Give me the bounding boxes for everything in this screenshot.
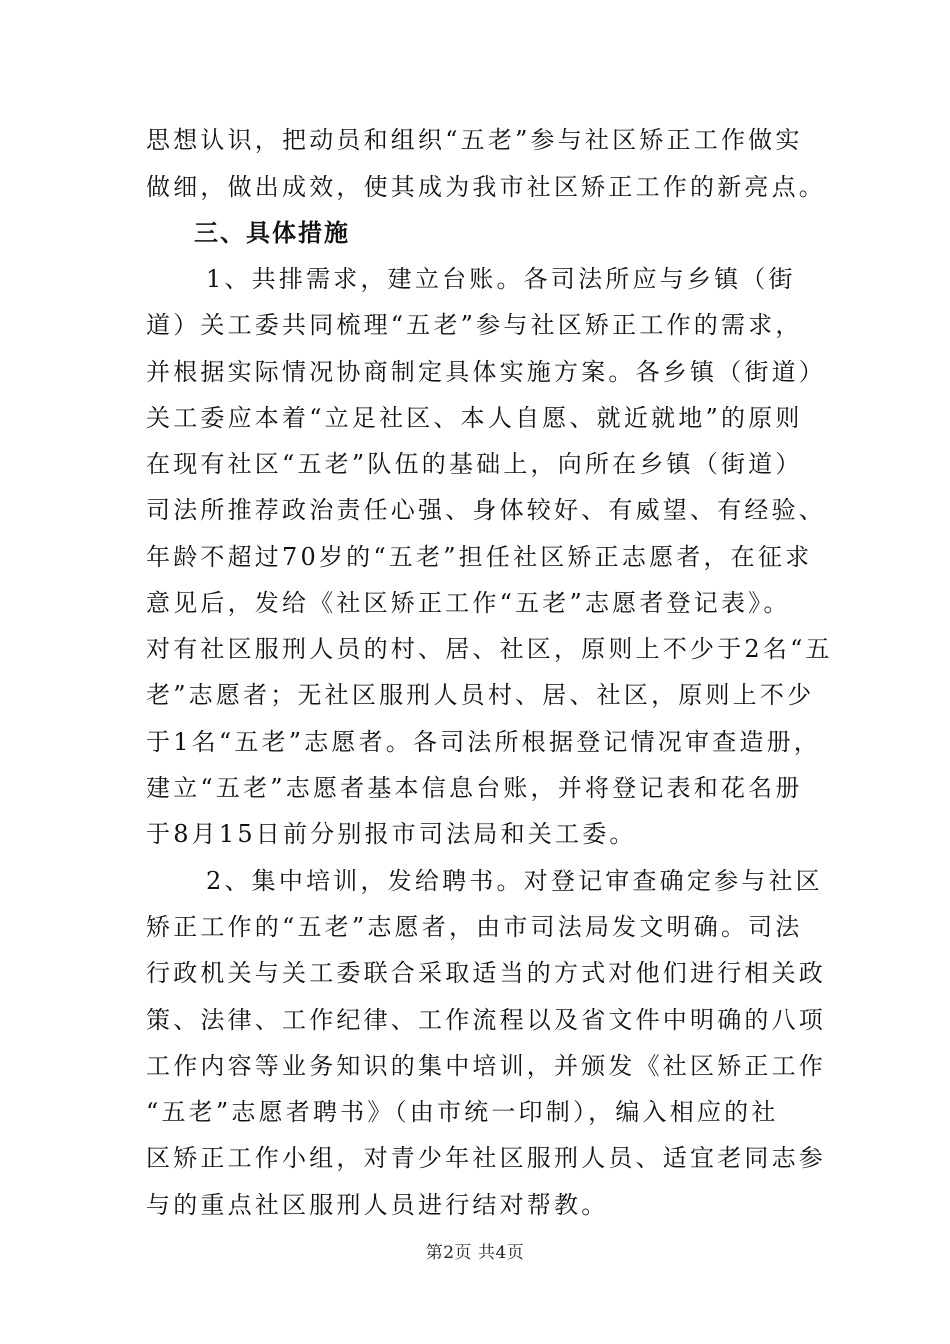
paragraph-line: 2、集中培训，发给聘书。对登记审查确定参与社区 [206,867,823,895]
paragraph-line: 与的重点社区服刑人员进行结对帮教。 [146,1191,609,1219]
paragraph-line: 对有社区服刑人员的村、居、社区，原则上不少于2名“五 [146,635,833,663]
paragraph-line: 意见后，发给《社区矫正工作“五老”志愿者登记表》。 [146,589,791,617]
paragraph-line: 做细，做出成效，使其成为我市社区矫正工作的新亮点。 [146,173,826,201]
paragraph-line: 并根据实际情况协商制定具体实施方案。各乡镇（街道） [146,358,826,386]
paragraph-line: 策、法律、工作纪律、工作流程以及省文件中明确的八项 [146,1006,826,1034]
paragraph-line: “五老”志愿者聘书》（由市统一印制），编入相应的社 [146,1098,779,1126]
paragraph-line: 区矫正工作小组，对青少年社区服刑人员、适宜老同志参 [146,1144,826,1172]
paragraph-line: 工作内容等业务知识的集中培训，并颁发《社区矫正工作 [146,1052,826,1080]
paragraph-line: 行政机关与关工委联合采取适当的方式对他们进行相关政 [146,959,826,987]
paragraph-line: 矫正工作的“五老”志愿者，由市司法局发文明确。司法 [146,913,803,941]
paragraph-line: 思想认识，把动员和组织“五老”参与社区矫正工作做实 [146,126,803,154]
paragraph-line: 于8月15日前分别报市司法局和关工委。 [146,820,637,848]
page-number-footer: 第2页 共4页 [425,1243,525,1263]
paragraph-line: 建立“五老”志愿者基本信息台账，并将登记表和花名册 [146,774,803,802]
paragraph-line: 在现有社区“五老”队伍的基础上，向所在乡镇（街道） [146,450,803,478]
paragraph-line: 司法所推荐政治责任心强、身体较好、有威望、有经验、 [146,496,826,524]
paragraph-line: 年龄不超过70岁的“五老”担任社区矫正志愿者，在征求 [146,543,813,571]
paragraph-line: 于1名“五老”志愿者。各司法所根据登记情况审查造册， [146,728,822,756]
paragraph-line: 老”志愿者；无社区服刑人员村、居、社区，原则上不少 [146,681,815,709]
paragraph-line: 道）关工委共同梳理“五老”参与社区矫正工作的需求， [146,311,803,339]
section-heading: 三、具体措施 [194,219,350,247]
paragraph-line: 关工委应本着“立足社区、本人自愿、就近就地”的原则 [146,404,803,432]
paragraph-line: 1、共排需求，建立台账。各司法所应与乡镇（街 [206,265,796,293]
